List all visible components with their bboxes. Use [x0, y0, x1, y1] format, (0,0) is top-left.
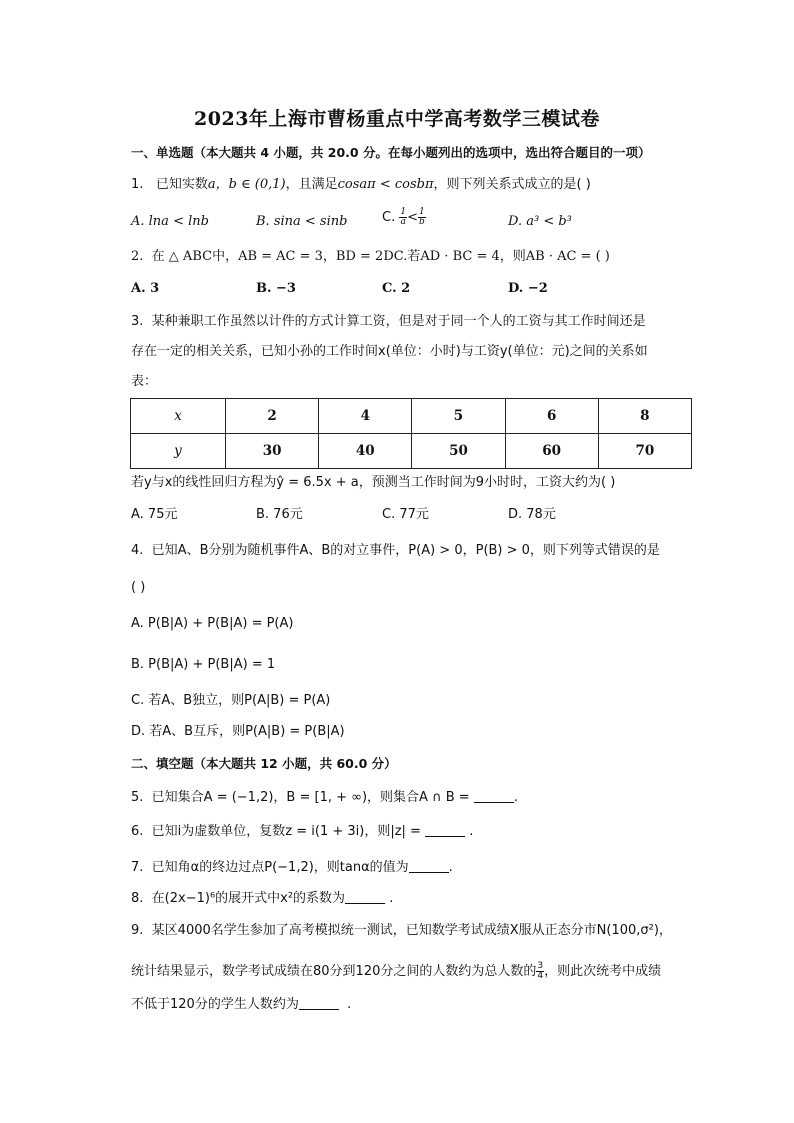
q1-option-d[interactable]: D. a³ < b³: [508, 214, 572, 229]
question-8: 8. 在(2x−1)⁶的展开式中x²的系数为 .: [131, 891, 394, 906]
section-fill-blank: 二、填空题（本大题共 12 小题，共 60.0 分）: [131, 756, 397, 771]
section-single-choice: 一、单选题（本大题共 4 小题，共 20.0 分。在每小题列出的选项中，选出符合题目的一项）: [131, 145, 651, 160]
question-1: 1. 已知实数a，b ∈ (0,1)，且满足cosaπ < cosbπ，则下列关系式成立的是( ): [131, 177, 591, 192]
answer-blank[interactable]: [409, 859, 449, 873]
question-4-line-2: ( ): [131, 580, 146, 595]
q1-option-c[interactable]: C. $\frac{1}{a}$ < $\frac{1}{b}$: [382, 207, 425, 227]
table-cell: 50: [412, 434, 505, 469]
table-cell: 5: [412, 399, 505, 434]
q1-option-b[interactable]: B. sina < sinb: [256, 214, 348, 229]
table-cell: 60: [505, 434, 598, 469]
question-3-regression: 若y与x的线性回归方程为ŷ = 6.5x + a，预测当工作时间为9小时时，工资大约为( ): [131, 475, 616, 490]
q2-option-b[interactable]: B. −3: [256, 281, 296, 296]
table-cell: 40: [319, 434, 412, 469]
question-9-line-2: 统计结果显示，数学考试成绩在80分到120分之间的人数约为总人数的 $\frac{3}{4}$ ，则此次统考中成绩: [131, 961, 662, 981]
question-6: 6. 已知i为虚数单位，复数z = i(1 + 3i)，则|z| = .: [131, 824, 474, 839]
answer-blank[interactable]: [425, 823, 465, 837]
table-cell: 4: [319, 399, 412, 434]
table-header-y: y: [131, 434, 226, 469]
q3-option-d[interactable]: D. 78元: [508, 507, 556, 522]
q2-option-a[interactable]: A. 3: [131, 281, 160, 296]
table-row: [131, 399, 692, 434]
q3-option-b[interactable]: B. 76元: [256, 507, 303, 522]
question-3-line-3: 表：: [131, 374, 158, 389]
q2-option-d[interactable]: D. −2: [508, 281, 548, 296]
question-9: 9. 某区4000名学生参加了高考模拟统一测试，已知数学考试成绩X服从正态分市N(100,σ²)，: [131, 923, 672, 938]
fraction: $\frac{1}{b}$: [418, 207, 425, 227]
q3-option-c[interactable]: C. 77元: [382, 507, 429, 522]
q4-option-d[interactable]: D. 若A、B互斥，则P(A|B) = P(B|A): [131, 724, 345, 739]
question-7: 7. 已知角α的终边过点P(−1,2)，则tanα的值为 .: [131, 860, 453, 875]
question-3: 3. 某种兼职工作虽然以计件的方式计算工资，但是对于同一个人的工资与其工作时间还是: [131, 314, 646, 329]
question-5: 5. 已知集合A = (−1,2)，B = [1, + ∞)，则集合A ∩ B = .: [131, 790, 518, 805]
data-table: [130, 398, 692, 469]
table-cell: 70: [598, 434, 691, 469]
q4-option-a[interactable]: A. P(B|A) + P(B|A) = P(A): [131, 616, 294, 631]
page-title: 2023年上海市曹杨重点中学高考数学三模试卷: [194, 108, 600, 130]
fraction: $\frac{3}{4}$: [537, 961, 544, 981]
table-cell: 8: [598, 399, 691, 434]
table-row: [131, 434, 692, 469]
q3-option-a[interactable]: A. 75元: [131, 507, 178, 522]
answer-blank[interactable]: [299, 996, 339, 1010]
fraction: $\frac{1}{a}$: [400, 207, 407, 227]
q2-option-c[interactable]: C. 2: [382, 281, 411, 296]
table-cell: 2: [226, 399, 319, 434]
question-3-line-2: 存在一定的相关关系，已知小孙的工作时间x(单位：小时)与工资y(单位：元)之间的关系如: [131, 344, 648, 359]
q1-option-a[interactable]: A. lna < lnb: [131, 214, 209, 229]
answer-blank[interactable]: [474, 789, 514, 803]
table-header-x: x: [131, 399, 226, 434]
question-2: 2. 在 △ ABC中，AB = AC = 3，BD = 2DC.若AD · BC = 4，则AB · AC = ( ): [131, 249, 610, 264]
table-cell: 30: [226, 434, 319, 469]
answer-blank[interactable]: [345, 890, 385, 904]
q4-option-c[interactable]: C. 若A、B独立，则P(A|B) = P(A): [131, 693, 331, 708]
question-9-line-3: 不低于120分的学生人数约为 .: [131, 997, 352, 1012]
q4-option-b[interactable]: B. P(B|A) + P(B|A) = 1: [131, 657, 276, 672]
question-4: 4. 已知A、B分别为随机事件A、B的对立事件，P(A) > 0，P(B) > 0，则下列等式错误的是: [131, 543, 660, 558]
table-cell: 6: [505, 399, 598, 434]
